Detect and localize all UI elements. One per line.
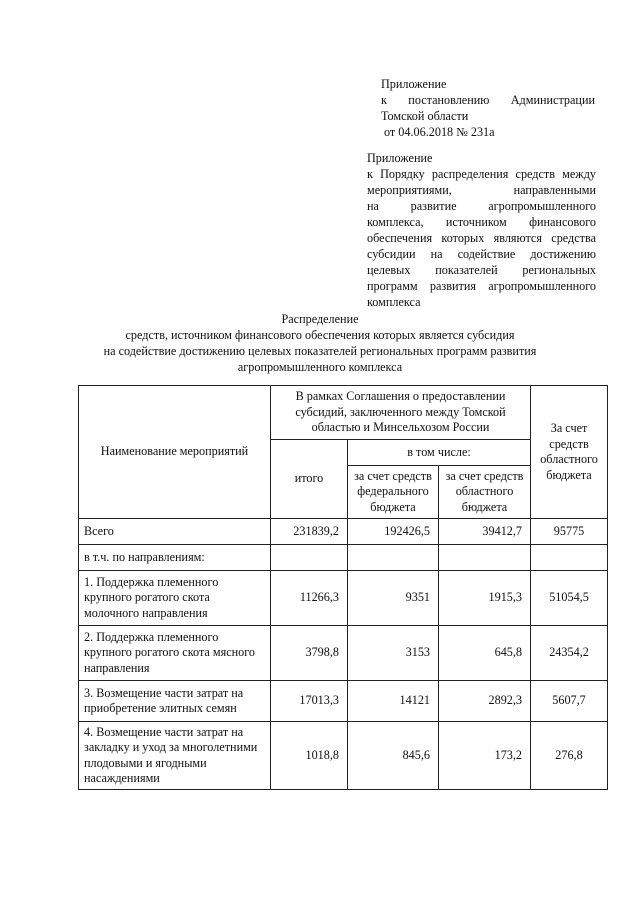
- header-agreement: В рамках Соглашения о предоставлении субсидий, заключенного между Томской областью и Минсельхозом России: [271, 386, 531, 440]
- row-total: 3798,8: [271, 626, 348, 681]
- row-own: 24354,2: [531, 626, 608, 681]
- row-own: 276,8: [531, 722, 608, 790]
- row-name: в т.ч. по направлениям:: [79, 545, 271, 571]
- table-row: [79, 545, 608, 571]
- table-row: [79, 519, 608, 545]
- row-regional: 2892,3: [439, 681, 531, 722]
- appendix-procedure-line: обеспечения которых являются средства: [367, 231, 596, 245]
- row-regional: 39412,7: [439, 519, 531, 545]
- header-activity: Наименование мероприятий: [79, 386, 271, 519]
- header-regional-own: За счет средств областного бюджета: [531, 386, 608, 519]
- row-total: [271, 545, 348, 571]
- row-federal: [348, 545, 439, 571]
- table-row: [79, 571, 608, 626]
- row-regional: 645,8: [439, 626, 531, 681]
- appendix-order-line: Томской области: [381, 109, 469, 123]
- appendix-procedure-line: к Порядку распределения средств между: [367, 167, 596, 181]
- distribution-table: [78, 385, 608, 790]
- header-regional: за счет средств областного бюджета: [439, 466, 531, 519]
- header-total: итого: [271, 440, 348, 519]
- row-federal: 3153: [348, 626, 439, 681]
- appendix-procedure-line: Приложение: [367, 151, 433, 165]
- header-federal: за счет средств федерального бюджета: [348, 466, 439, 519]
- row-total: 17013,3: [271, 681, 348, 722]
- appendix-procedure-line: программ развития агропромышленного: [367, 279, 596, 293]
- row-total: 1018,8: [271, 722, 348, 790]
- appendix-order-block: [381, 76, 595, 140]
- row-own: 95775: [531, 519, 608, 545]
- table-header-row: [79, 386, 608, 440]
- table-row: [79, 626, 608, 681]
- title-line: агропромышленного комплекса: [237, 360, 403, 374]
- row-own: [531, 545, 608, 571]
- appendix-order-line: к постановлению Администрации: [381, 93, 595, 107]
- appendix-procedure-line: комплекса: [367, 295, 421, 309]
- row-name: 4. Возмещение части затрат на закладку и уход за многолетними плодовыми и ягодными насаждениями: [79, 722, 271, 790]
- table-row: [79, 681, 608, 722]
- header-including: в том числе:: [348, 440, 531, 466]
- appendix-order-line: от 04.06.2018 № 231а: [384, 125, 495, 139]
- row-total: 11266,3: [271, 571, 348, 626]
- table-row: [79, 722, 608, 790]
- row-regional: 1915,3: [439, 571, 531, 626]
- appendix-procedure-line: целевых показателей региональных: [367, 263, 596, 277]
- row-own: 5607,7: [531, 681, 608, 722]
- row-federal: 14121: [348, 681, 439, 722]
- row-name: 3. Возмещение части затрат на приобретение элитных семян: [79, 681, 271, 722]
- title-line: Распределение: [281, 312, 359, 326]
- row-regional: 173,2: [439, 722, 531, 790]
- title-line: средств, источником финансового обеспечения которых является субсидия: [125, 328, 515, 342]
- row-name: 2. Поддержка племенного крупного рогатого скота мясного направления: [79, 626, 271, 681]
- row-regional: [439, 545, 531, 571]
- appendix-procedure-line: на развитие агропромышленного: [367, 199, 596, 213]
- row-federal: 845,6: [348, 722, 439, 790]
- appendix-order-line: Приложение: [381, 77, 447, 91]
- appendix-procedure-line: мероприятиями, направленными: [367, 183, 596, 197]
- row-own: 51054,5: [531, 571, 608, 626]
- row-name: Всего: [79, 519, 271, 545]
- document-title: [70, 311, 570, 375]
- row-total: 231839,2: [271, 519, 348, 545]
- appendix-procedure-block: [367, 150, 596, 310]
- appendix-procedure-line: субсидии на содействие достижению: [367, 247, 596, 261]
- row-name: 1. Поддержка племенного крупного рогатого скота молочного направления: [79, 571, 271, 626]
- appendix-procedure-line: комплекса, источником финансового: [367, 215, 596, 229]
- row-federal: 192426,5: [348, 519, 439, 545]
- title-line: на содействие достижению целевых показателей региональных программ развития: [103, 344, 537, 358]
- row-federal: 9351: [348, 571, 439, 626]
